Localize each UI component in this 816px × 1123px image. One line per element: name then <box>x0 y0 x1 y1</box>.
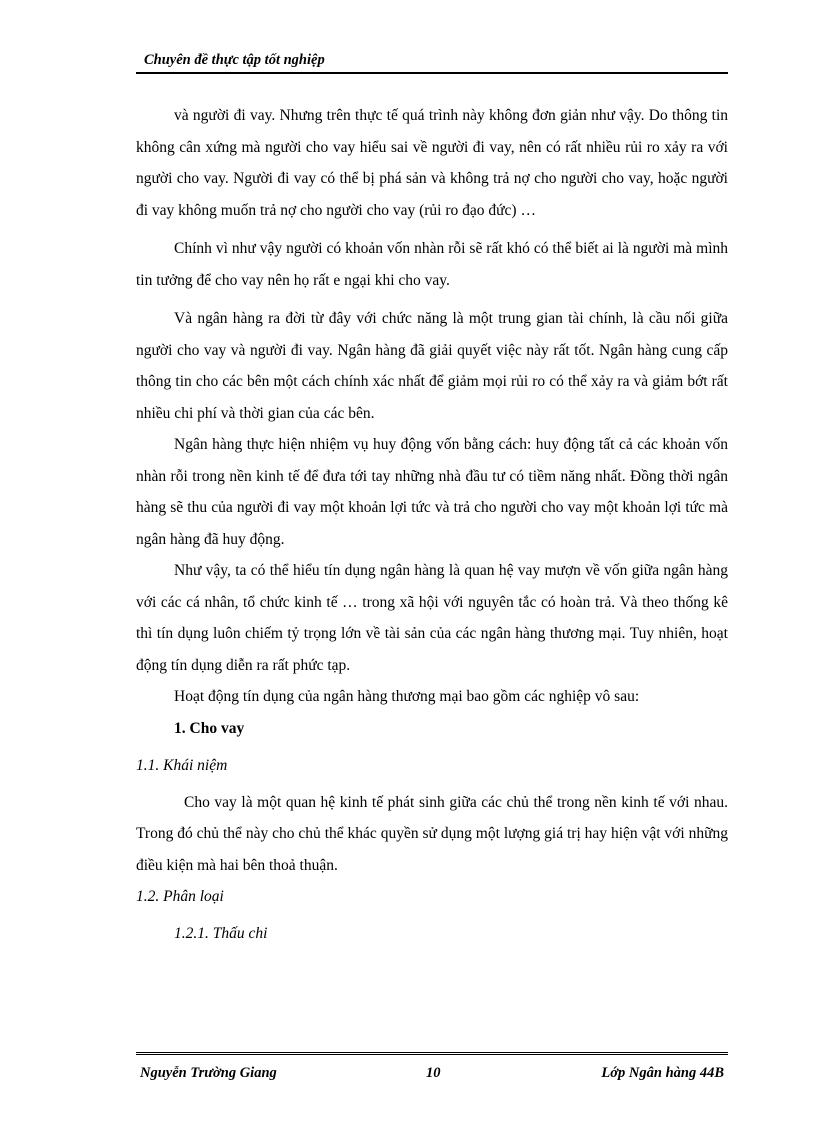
paragraph-2: Chính vì như vậy người có khoản vốn nhàn rỗi sẽ rất khó có thể biết ai là người mà mình tin tưởng để cho vay nên họ rất e ngại khi cho vay. <box>136 240 728 289</box>
paragraph-1: và người đi vay. Nhưng trên thực tế quá trình này không đơn giản như vậy. Do thông tin không cân xứng mà người cho vay hiểu sai về người đi vay, nên có rất nhiều rủi ro xảy ra với người cho vay. Người đi vay có thể bị phá sản và không trả nợ cho người cho vay, hoặc người đi vay không muốn trả nợ cho người cho vay (rủi ro đạo đức) … <box>136 107 728 219</box>
footer-class-name: Lớp Ngân hàng 44B <box>601 1065 724 1081</box>
footer-page-number: 10 <box>426 1065 441 1081</box>
paragraph-4: Ngân hàng thực hiện nhiệm vụ huy động vốn bằng cách: huy động tất cả các khoản vốn nhàn rỗi trong nền kinh tế để đưa tới tay những nhà đầu tư có tiềm năng nhất. Đồng thời ngân hàng sẽ thu của người đi vay một khoản lợi tức và trả cho người cho vay một khoản lợi tức mà ngân hàng đã huy động. <box>136 436 728 548</box>
page-footer <box>136 1052 728 1085</box>
paragraph-7: Cho vay là một quan hệ kinh tế phát sinh giữa các chủ thể trong nền kinh tế với nhau. Trong đó chủ thể này cho chủ thể khác quyền sử dụng một lượng giá trị hay hiện vật với những điều kiện mà hai bên thoả thuận. <box>136 793 728 874</box>
section-heading-cho-vay: 1. Cho vay <box>174 719 245 737</box>
page-body <box>136 100 728 949</box>
subsubsection-heading-thau-chi: 1.2.1. Thấu chi <box>174 925 268 942</box>
paragraph-6: Hoạt động tín dụng của ngân hàng thương mại bao gồm các nghiệp vô sau: <box>174 688 640 705</box>
subsection-heading-khai-niem: 1.1. Khái niệm <box>136 756 228 774</box>
footer-author: Nguyễn Trường Giang <box>140 1065 277 1081</box>
paragraph-3: Và ngân hàng ra đời từ đây với chức năng là một trung gian tài chính, là cầu nối giữa người cho vay và người đi vay. Ngân hàng đã giải quyết việc này rất tốt. Ngân hàng cung cấp thông tin cho các bên một cách chính xác nhất để giảm mọi rủi ro có thể xảy ra và giảm bớt rất nhiều chi phí và thời gian của các bên. <box>136 310 728 422</box>
subsection-heading-phan-loai: 1.2. Phân loại <box>136 888 224 905</box>
paragraph-5: Như vậy, ta có thể hiểu tín dụng ngân hàng là quan hệ vay mượn về vốn giữa ngân hàng với các cá nhân, tổ chức kinh tế … trong xã hội với nguyên tắc có hoàn trả. Và theo thống kê thì tín dụng luôn chiếm tỷ trọng lớn về tài sản của các ngân hàng thương mại. Tuy nhiên, hoạt động tín dụng diễn ra rất phức tạp. <box>136 562 728 674</box>
header-title: Chuyên đề thực tập tốt nghiệp <box>144 52 325 68</box>
page-header <box>136 50 728 74</box>
